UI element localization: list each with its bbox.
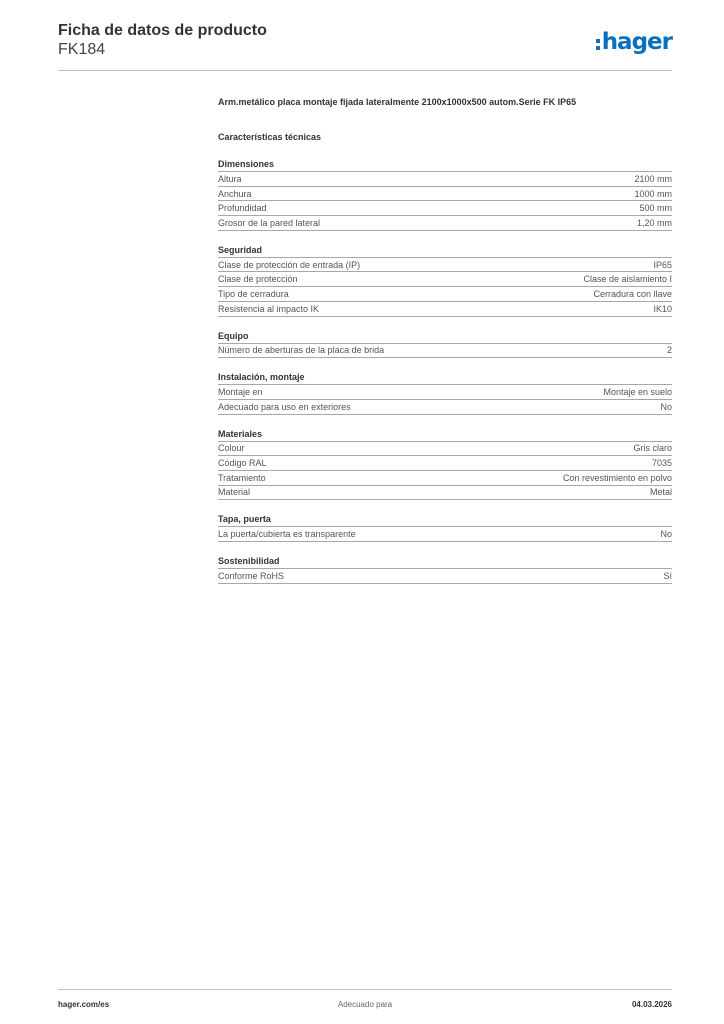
spec-label: Tratamiento <box>218 472 266 483</box>
spec-label: Altura <box>218 173 242 184</box>
spec-value: Sí <box>663 570 672 581</box>
spec-label: Adecuado para uso en exteriores <box>218 401 351 412</box>
spec-label: Clase de protección de entrada (IP) <box>218 259 361 270</box>
spec-row <box>218 400 672 415</box>
spec-label: La puerta/cubierta es transparente <box>218 529 356 540</box>
spec-label: Tipo de cerradura <box>218 288 289 299</box>
spec-label: Número de aberturas de la placa de brida <box>218 345 385 356</box>
product-description: Arm.metálico placa montaje fijada lateralmente 2100x1000x500 autom.Serie FK IP65 <box>218 97 577 107</box>
page-header <box>58 22 672 71</box>
spec-group <box>218 513 672 542</box>
spec-row <box>218 471 672 486</box>
spec-row <box>218 486 672 501</box>
spec-row <box>218 287 672 302</box>
logo-text: hager <box>601 29 672 55</box>
spec-group <box>218 371 672 414</box>
spec-row <box>218 385 672 400</box>
page-footer <box>58 989 672 1014</box>
spec-label: Resistencia al impacto IK <box>218 303 320 314</box>
spec-row <box>218 187 672 202</box>
section-heading: Características técnicas <box>218 132 322 142</box>
spec-group-title: Tapa, puerta <box>218 513 672 527</box>
footer-center-text: Adecuado para <box>337 1000 393 1009</box>
spec-value: Metal <box>649 487 672 498</box>
spec-value: Cerradura con llave <box>593 288 672 299</box>
spec-value: Montaje en suelo <box>603 387 672 398</box>
logo-dots-icon <box>596 39 600 50</box>
spec-group-title: Dimensiones <box>218 158 672 172</box>
spec-label: Profundidad <box>218 203 267 214</box>
spec-label: Grosor de la pared lateral <box>218 217 321 228</box>
spec-group-title: Equipo <box>218 330 672 344</box>
spec-row <box>218 272 672 287</box>
product-code: FK184 <box>58 41 106 58</box>
spec-label: Material <box>218 487 251 498</box>
spec-row <box>218 527 672 542</box>
spec-value: No <box>660 529 672 540</box>
document-title: Ficha de datos de producto <box>58 22 267 39</box>
spec-value: Con revestimiento en polvo <box>562 472 672 483</box>
spec-group-title: Materiales <box>218 428 672 442</box>
spec-row <box>218 302 672 317</box>
spec-label: Clase de protección <box>218 274 298 285</box>
spec-value: 2 <box>666 345 672 356</box>
spec-group <box>218 244 672 317</box>
spec-value: 7035 <box>651 458 672 469</box>
spec-value: IP65 <box>653 259 672 270</box>
spec-row <box>218 456 672 471</box>
spec-row <box>218 569 672 584</box>
spec-row <box>218 216 672 231</box>
spec-value: 2100 mm <box>634 173 672 184</box>
spec-value: No <box>660 401 672 412</box>
spec-value: Gris claro <box>633 443 672 454</box>
spec-value: IK10 <box>653 303 672 314</box>
spec-row <box>218 172 672 187</box>
spec-group <box>218 555 672 584</box>
spec-row <box>218 201 672 216</box>
spec-label: Anchura <box>218 188 252 199</box>
footer-date: 04.03.2026 <box>631 1000 672 1009</box>
spec-value: 500 mm <box>639 203 672 214</box>
spec-group <box>218 330 672 359</box>
spec-value: Clase de aislamiento I <box>583 274 672 285</box>
datasheet-content <box>218 96 672 584</box>
spec-group-title: Sostenibilidad <box>218 555 672 569</box>
spec-value: 1000 mm <box>634 188 672 199</box>
spec-label: Conforme RoHS <box>218 570 285 581</box>
hager-logo <box>596 26 672 54</box>
spec-row <box>218 344 672 359</box>
spec-value: 1,20 mm <box>636 217 672 228</box>
spec-row <box>218 258 672 273</box>
spec-group-title: Instalación, montaje <box>218 371 672 385</box>
spec-group-title: Seguridad <box>218 244 672 258</box>
spec-group <box>218 158 672 231</box>
spec-group <box>218 428 672 501</box>
spec-label: Colour <box>218 443 245 454</box>
spec-label: Código RAL <box>218 458 267 469</box>
footer-website: hager.com/es <box>58 1000 110 1009</box>
spec-label: Montaje en <box>218 387 263 398</box>
spec-groups <box>218 158 672 584</box>
spec-row <box>218 442 672 457</box>
